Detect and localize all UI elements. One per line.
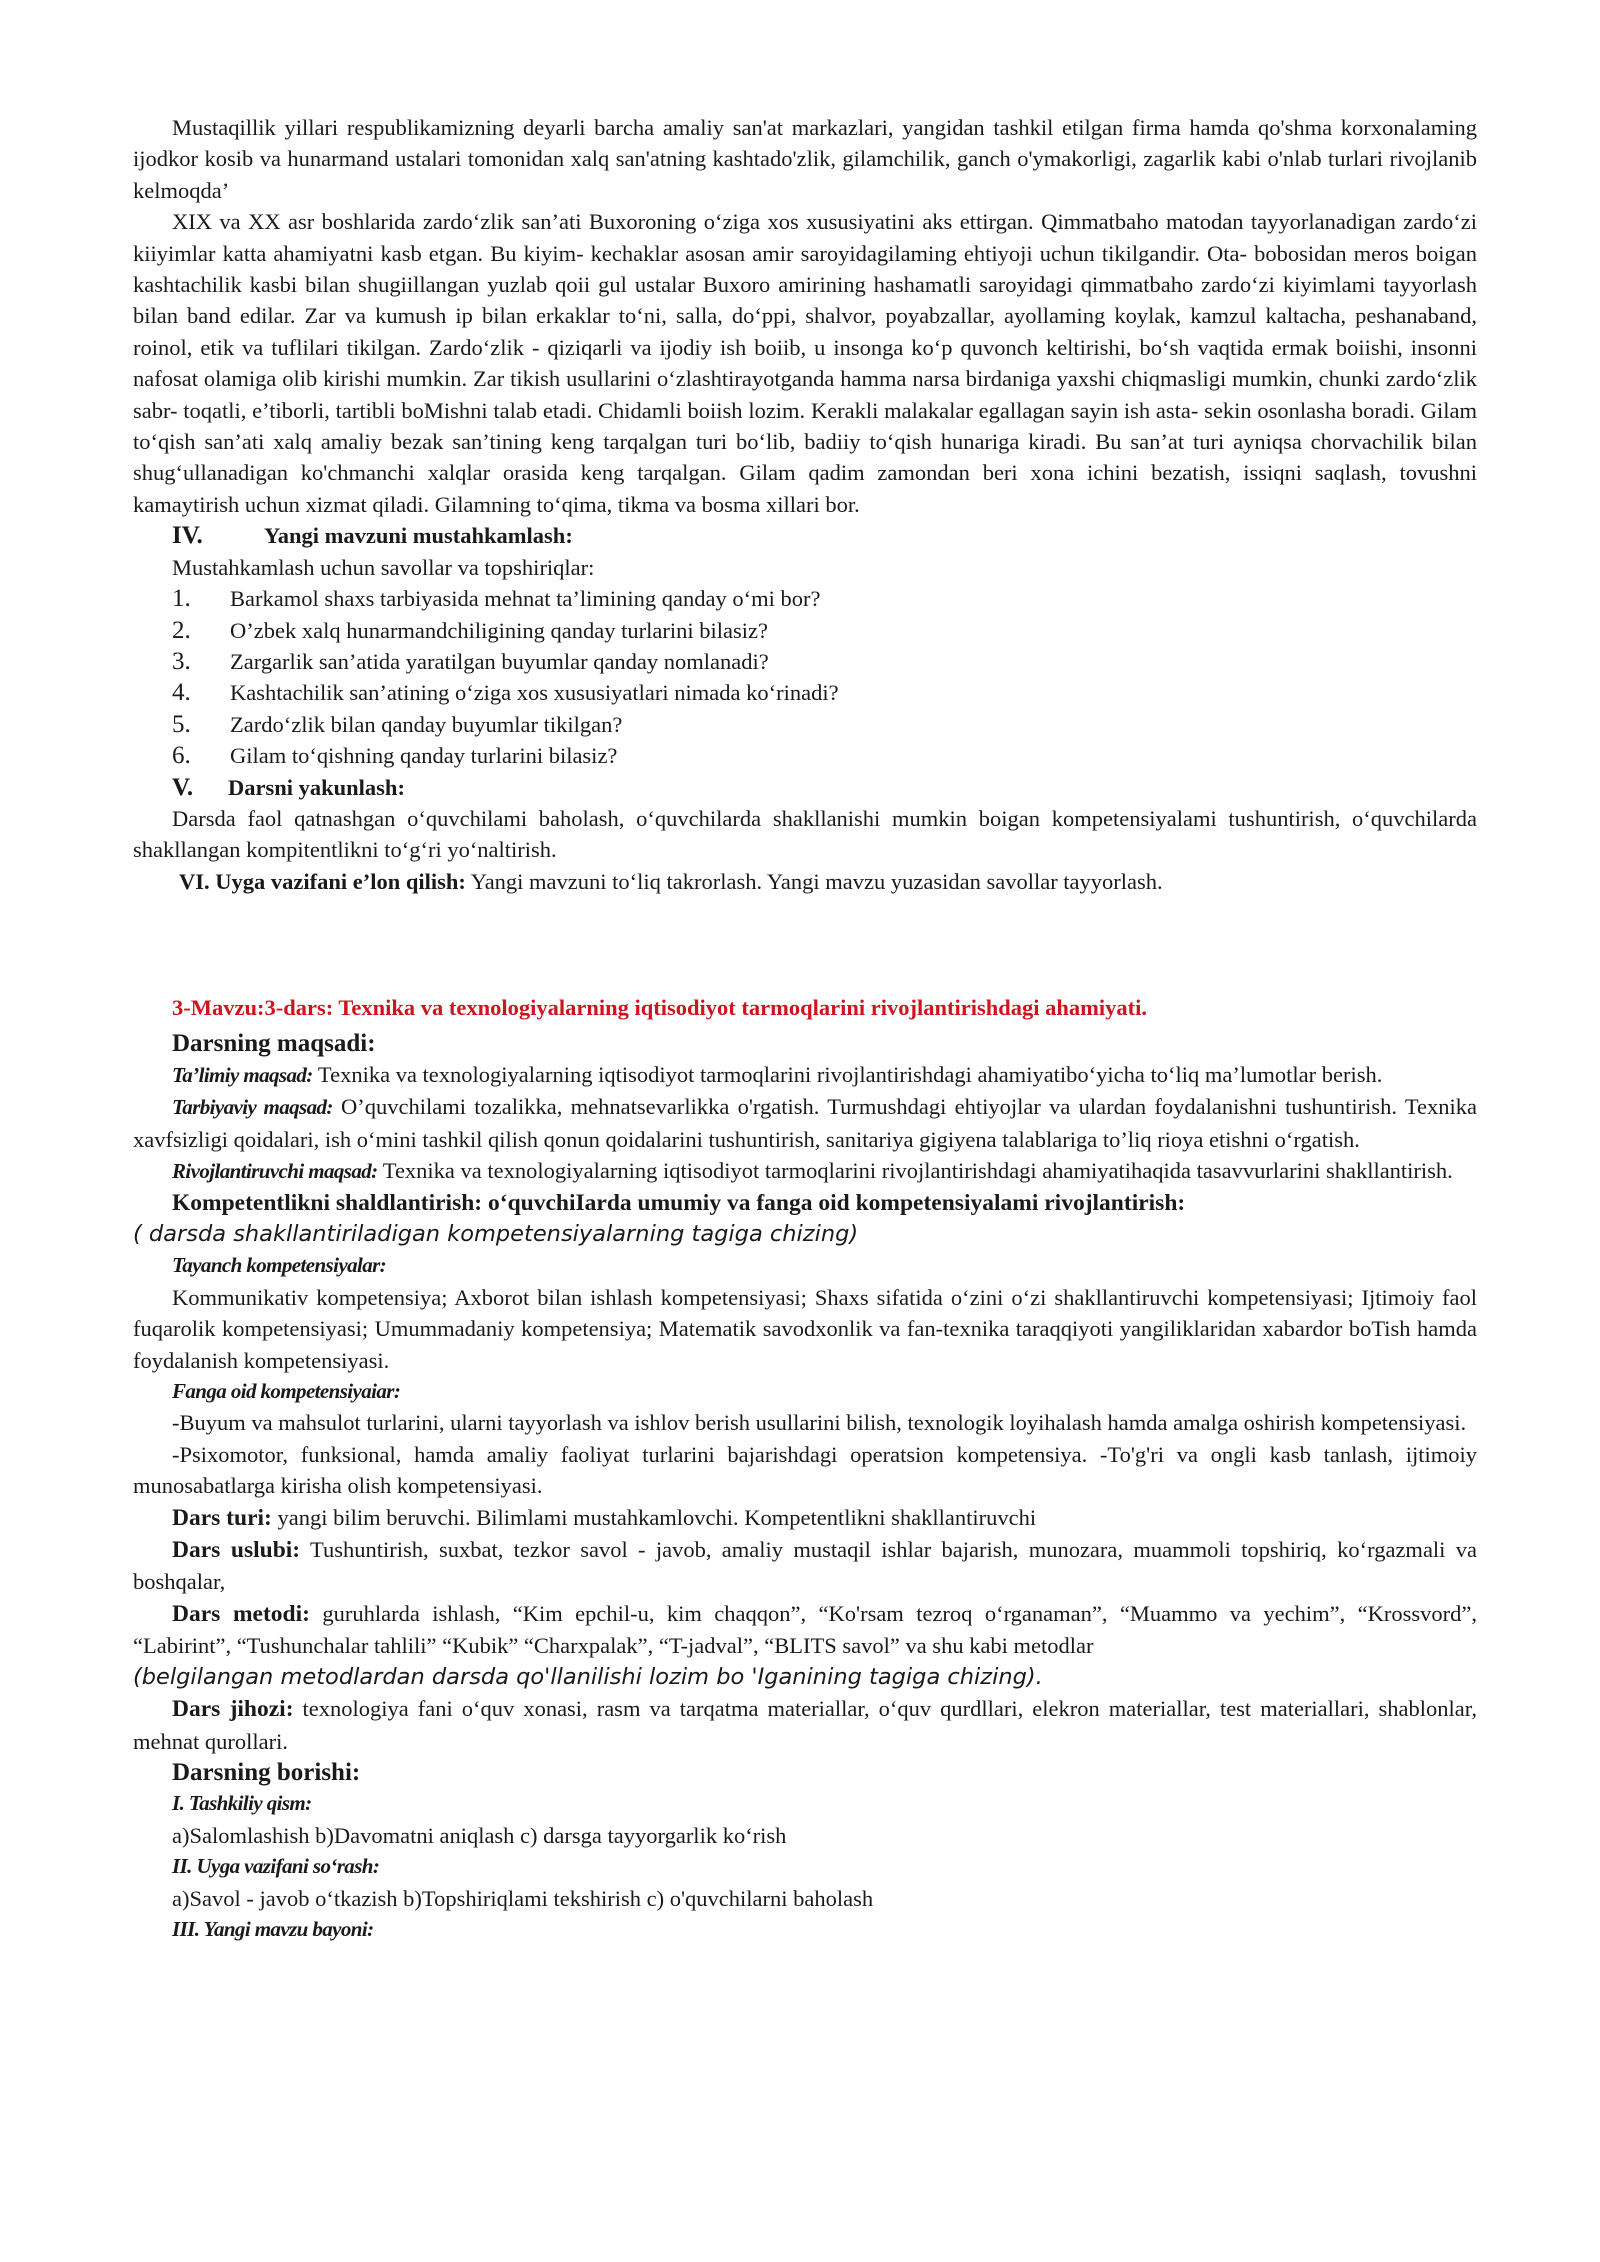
question-text: Gilam to‘qishning qanday turlarini bilasiz? [230, 743, 618, 769]
section-v-number: V. [172, 773, 194, 801]
homework-check-label: II. Uyga vazifani so‘rash: [172, 1854, 380, 1879]
lesson-type [133, 1502, 1477, 1534]
lesson-method-note: (belgilangan metodlardan darsda qo'llanilishi lozim bo 'Iganining tagiga chizing). [133, 1663, 1043, 1690]
new-topic-label: III. Yangi mavzu bayoni: [172, 1916, 374, 1941]
lesson-type-text: yangi bilim beruvchi. Bilimlami mustahkamlovchi. Kompetentlikni shakllantiruvchi [271, 1504, 1037, 1530]
goal-developmental [133, 1155, 1477, 1187]
paragraph-yakun: Darsda faol qatnashgan o‘quvchilami baholash, o‘quvchilarda shakllanishi mumkin boigan kompetensiyalami tushuntirish, o‘quvchilarda shakllangan kompitentlikni to‘g‘ri yo‘naltirish. [133, 805, 1477, 863]
question-number: 3. [172, 647, 191, 675]
homework-label: VI. Uyga vazifani e’lon qilish: [179, 868, 466, 894]
question-number: 4. [172, 679, 191, 707]
question-item [133, 583, 1477, 614]
question-text: Kashtachilik san’atining o‘ziga xos xususiyatlari nimada ko‘rinadi? [230, 680, 839, 706]
lesson-method [133, 1598, 1477, 1662]
homework-line [133, 866, 1477, 897]
question-item [133, 646, 1477, 677]
section-iv-title: Yangi mavzuni mustahkamlash: [264, 523, 573, 549]
lesson-method-text: guruhlarda ishlash, “Kim epchil-u, kim chaqqon”, “Ko'rsam tezroq o‘rganaman”, “Muammo va yechim”, “Krossvord”, “Labirint”, “Tushunchalar tahlili” “Kubik” “Charxpalak”, “T-jadval”, “BLITS savol” va shu kabi metodlar [133, 1600, 1477, 1659]
lesson-style-text: Tushuntirish, suxbat, tezkor savol - javob, amaliy mustaqil ishlar bajarish, munozara, muammoli topshiriq, ko‘rgazmali va boshqalar, [133, 1537, 1477, 1595]
lesson-equipment-text: texnologiya fani o‘quv xonasi, rasm va tarqatma materiallar, o‘quv qurdllari, elekron materiallar, test materiallari, shablonlar, mehnat qurollari. [133, 1696, 1477, 1754]
goals-heading: Darsning maqsadi: [172, 1029, 376, 1057]
question-text: Zardo‘zlik bilan qanday buyumlar tikilgan? [230, 711, 623, 737]
question-number: 5. [172, 710, 191, 738]
document-page [133, 112, 1477, 1945]
question-text: Barkamol shaxs tarbiyasida mehnat ta’limining qanday o‘mi bor? [230, 586, 821, 612]
question-text: O’zbek xalq hunarmandchiligining qanday turlarini bilasiz? [230, 617, 768, 643]
section-iv-heading [133, 520, 1477, 551]
goal-upbringing [133, 1091, 1477, 1155]
section-v-heading [133, 772, 1477, 803]
subject-competence-2: -Psixomotor, funksional, hamda amaliy faoliyat turlarini bajarishdagi operatsion kompetensiya. -To'g'ri va ongli kasb tanlash, ijtimoiy munosabatlarga kirisha olish kompetensiyasi. [133, 1441, 1477, 1499]
core-competencies-text: Kommunikativ kompetensiya; Axborot bilan ishlash kompetensiyasi; Shaxs sifatida o‘zini o‘zi shakllantiruvchi kompetensiyasi; Ijtimoiy faol fuqarolik kompetensiyasi; Umummadaniy kompetensiya; Matematik savodxonlik va fan-texnika taraqqiyoti yangiliklaridan xabardor boTish hamda foydalanish kompetensiyasi. [133, 1284, 1477, 1373]
subject-competencies-label: Fanga oid kompetensiyaiar: [172, 1379, 401, 1404]
lesson-type-label: Dars turi: [172, 1504, 272, 1531]
lesson-style [133, 1534, 1477, 1598]
section-v-title: Darsni yakunlash: [228, 774, 405, 800]
homework-check-text: a)Savol - javob o‘tkazish b)Topshiriqlami tekshirish c) o'quvchilarni baholash [172, 1885, 874, 1911]
lesson-equipment [133, 1693, 1477, 1757]
competence-heading: Kompetentlikni shaldlantirish: o‘quvchiIarda umumiy va fanga oid kompetensiyalami rivojlantirish: [172, 1189, 1186, 1216]
questions-intro: Mustahkamlash uchun savollar va topshiriqlar: [172, 554, 595, 580]
question-item [133, 677, 1477, 708]
section-iv-number: IV. [172, 522, 203, 550]
question-item [133, 615, 1477, 646]
competence-note: ( darsda shakllantiriladigan kompetensiyalarning tagiga chizing) [133, 1221, 859, 1247]
spacer [133, 897, 1477, 992]
question-number: 6. [172, 742, 191, 770]
lesson-style-label: Dars uslubi: [172, 1537, 301, 1564]
lesson-method-label: Dars metodi: [172, 1600, 310, 1627]
goal-developmental-text: Texnika va texnologiyalarning iqtisodiyot tarmoqlarini rivojlantirishdagi ahamiyatihaqida tasavvurlarini shakllantirish. [377, 1158, 1453, 1184]
organizational-part-label: I. Tashkiliy qism: [172, 1791, 312, 1816]
question-item [133, 709, 1477, 740]
questions-list [133, 583, 1477, 771]
paragraph-intro: Mustaqillik yillari respublikamizning deyarli barcha amaliy san'at markazlari, yangidan tashkil etilgan firma hamda qo'shma korxonalaming ijodkor kosib va hunarmand ustalari tomonidan xalq san'atning kashtado'zlik, gilamchilik, ganch o'ymakorligi, zagarlik kabi o'nlab turlari rivojlanib kelmoqda’ [133, 115, 1477, 203]
question-item [133, 740, 1477, 771]
paragraph-zardozlik: XIX va XX asr boshlarida zardo‘zlik san’ati Buxoroning o‘ziga xos xususiyatini aks ettirgan. Qimmatbaho matodan tayyorlanadigan zardo‘zi kiiyimlar katta ahamiyatni kasb etgan. Bu kiyim- kechaklar asosan amir saroyidagilaming ehtiyoji uchun tikilgandir. Ota- bobosidan meros boigan kashtachilik kasbi bilan shugiillangan yuzlab qoii gul ustalar Buxoro amirining hashamatli saroyidagi qimmatbaho zardo‘zi kiyimlami tayyorlash bilan band edilar. Zar va kumush ip bilan erkaklar to‘ni, salla, do‘ppi, shalvor, poyabzallar, ayollaming koylak, kamzul kaltacha, peshanaband, roinol, etik va tuflilari tikilgan. Zardo‘zlik - qiziqarli va ijodiy ish boiib, u insonga ko‘p quvonch keltirishi, bo‘sh vaqtida ermak boiishi, insonni nafosat olamiga olib kirishi mumkin. Zar tikish usullarini o‘zlashtirayotganda hamma narsa birdaniga yaxshi chiqmasligi mumkin, chunki zardo‘zlik sabr- toqatli, e’tiborli, tartibli boMishni talab etadi. Chidamli boiish lozim. Kerakli malakalar egallagan sayin ish asta- sekin osonlasha boradi. Gilam to‘qish san’ati xalq amaliy bezak san’tining keng tarqalgan turi bo‘lib, badiiy to‘qish hunariga kiradi. Bu san’at turi ayniqsa chorvachilik bilan shug‘ullanadigan ko'chmanchi xalqlar orasida keng tarqalgan. Gilam qadim zamondan beri xona ichini bezatish, issiqni saqlash, tovushni kamaytirish uchun xizmat qiladi. Gilamning to‘qima, tikma va bosma xillari bor. [133, 209, 1477, 517]
question-text: Zargarlik san’atida yaratilgan buyumlar qanday nomlanadi? [230, 648, 769, 674]
lesson-flow-heading: Darsning borishi: [172, 1758, 361, 1786]
goal-educational-label: Ta’limiy maqsad: [172, 1062, 313, 1087]
subject-competence-1: -Buyum va mahsulot turlarini, ularni tayyorlash va ishlov berish usullarini bilish, texnologik loyihalash hamda amalga oshirish kompetensiyasi. [172, 1410, 1467, 1436]
organizational-part-text: a)Salomlashish b)Davomatni aniqlash c) darsga tayyorgarlik ko‘rish [172, 1822, 787, 1848]
question-number: 2. [172, 616, 191, 644]
goal-developmental-label: Rivojlantiruvchi maqsad: [172, 1159, 378, 1184]
homework-text: Yangi mavzuni to‘liq takrorlash. Yangi mavzu yuzasidan savollar tayyorlash. [465, 868, 1163, 894]
question-number: 1. [172, 585, 191, 613]
goal-educational [133, 1059, 1477, 1091]
goal-upbringing-label: Tarbiyaviy maqsad: [172, 1095, 333, 1120]
core-competencies-label: Tayanch kompetensiyalar: [172, 1253, 387, 1278]
lesson-equipment-label: Dars jihozi: [172, 1696, 294, 1723]
goal-upbringing-text: O’quvchilami tozalikka, mehnatsevarlikka o'rgatish. Turmushdagi ehtiyojlar va ulardan foydalanishni tushuntirish. Texnika xavfsizligi qoidalari, ish o‘mini tashkil qilish qonun qoidalarini tushuntirish, sanitariya gigiyena talablariga to’liq rioya etishni o‘rgatish. [133, 1094, 1477, 1152]
lesson-title: 3-Mavzu:3-dars: Texnika va texnologiyalarning iqtisodiyot tarmoqlarini rivojlantirishdagi ahamiyati. [172, 995, 1148, 1021]
goal-educational-text: Texnika va texnologiyalarning iqtisodiyot tarmoqlarini rivojlantirishdagi ahamiyatibo‘yicha to‘liq ma’lumotlar berish. [312, 1061, 1383, 1087]
